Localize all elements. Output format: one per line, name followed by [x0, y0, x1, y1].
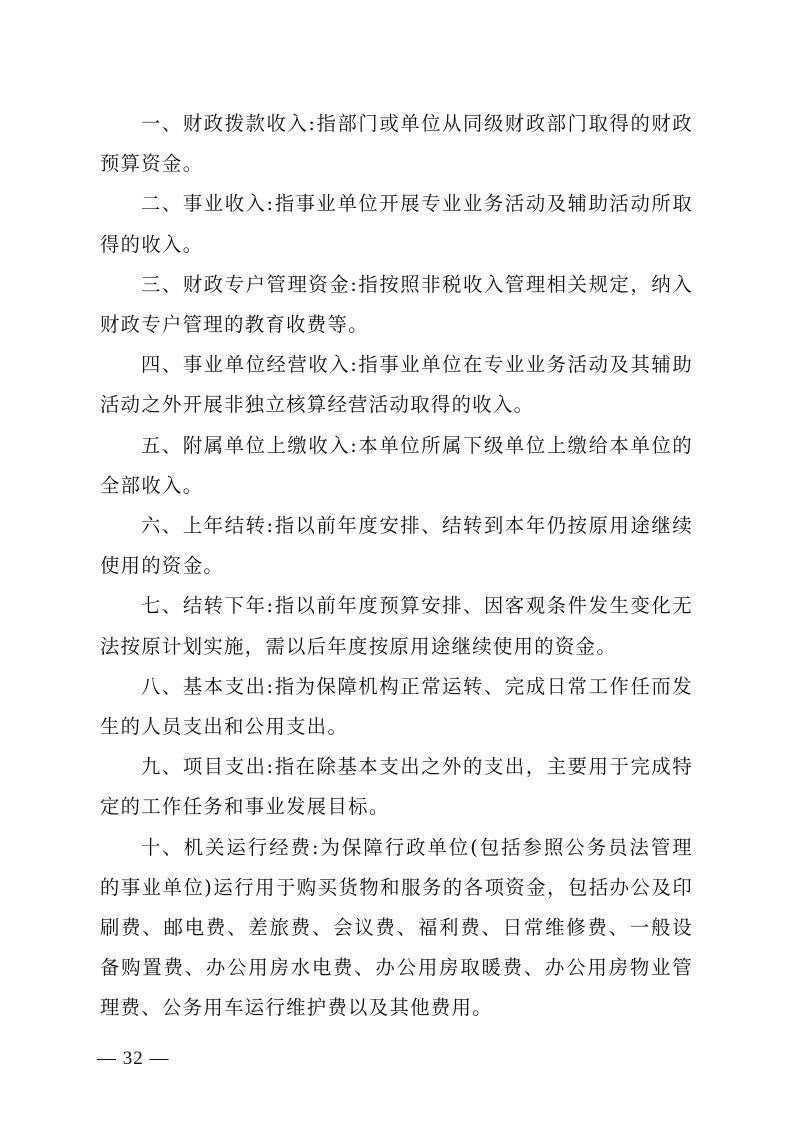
paragraph-next-year-carryover: 七、结转下年:指以前年度预算安排、因客观条件发生变化无法按原计划实施，需以后年度按原用途继续使用的资金。	[100, 594, 693, 658]
paragraph-fiscal-appropriation-income: 一、财政拨款收入:指部门或单位从同级财政部门取得的财政预算资金。	[100, 112, 693, 176]
paragraph-fiscal-special-account-funds: 三、财政专户管理资金:指按照非税收入管理相关规定，纳入财政专户管理的教育收费等。	[100, 272, 693, 337]
paragraph-operating-income: 四、事业单位经营收入:指事业单位在专业业务活动及其辅助活动之外开展非独立核算经营活动取得的收入。	[100, 353, 693, 417]
paragraph-business-income: 二、事业收入:指事业单位开展专业业务活动及辅助活动所取得的收入。	[100, 192, 693, 256]
paragraph-basic-expenditure: 八、基本支出:指为保障机构正常运转、完成日常工作任而发生的人员支出和公用支出。	[100, 674, 693, 739]
document-body	[100, 104, 693, 1029]
paragraph-project-expenditure: 九、项目支出:指在除基本支出之外的支出，主要用于完成特定的工作任务和事业发展目标。	[100, 755, 693, 819]
paragraph-operating-expenses: 十、机关运行经费:为保障行政单位(包括参照公务员法管理的事业单位)运行用于购买货物和服务的各项资金，包括办公及印刷费、邮电费、差旅费、会议费、福利费、日常维修费、一般设备购置费、办公用房水电费、办公用房取暖费、办公用房物业管理费、公务用车运行维护费以及其他费用。	[100, 835, 693, 1020]
paragraph-affiliated-unit-income: 五、附属单位上缴收入:本单位所属下级单位上缴给本单位的全部收入。	[100, 433, 693, 497]
page-number: — 32 —	[97, 1048, 170, 1069]
paragraph-prior-year-carryover: 六、上年结转:指以前年度安排、结转到本年仍按原用途继续使用的资金。	[100, 514, 693, 578]
